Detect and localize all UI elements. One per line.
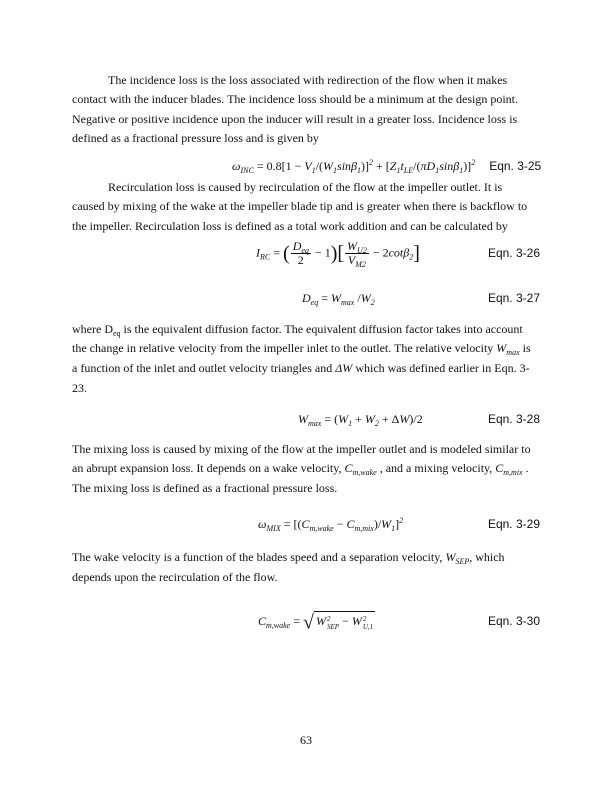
text: an abrupt expansion loss. It depends on a wake velocity, (72, 461, 345, 475)
equation-label: Eqn. 3-25 (489, 159, 542, 173)
page-number: 63 (300, 733, 312, 747)
equation-row (72, 238, 540, 268)
text: is (519, 341, 531, 355)
equation-label: Eqn. 3-30 (487, 614, 540, 628)
paragraph-line (72, 341, 531, 355)
equation-label: Eqn. 3-28 (487, 412, 540, 426)
paragraph-line: Negative or positive incidence upon the inducer will result in a greater loss. Incidence loss is (72, 112, 518, 126)
text: , and a mixing velocity, (376, 461, 496, 475)
math-subscript: m,mix (503, 468, 523, 477)
text: eq (112, 329, 121, 338)
text: . (522, 461, 529, 475)
text: which was defined earlier in Eqn. 3- (352, 361, 530, 375)
text: a function of the inlet and outlet velocity triangles and (72, 361, 336, 375)
paragraph-line: 23. (72, 381, 87, 395)
paragraph-line: caused by mixing of the wake at the impeller blade tip and is greater when there is backflow to (72, 199, 528, 213)
equation-3-25: $\omega_{INC} = 0.8[1 - V_1/(W_1\sin\beta_1)]^2 + [Z_1t_{LE}/(\pi D_1\sin\beta_1)]^2$ (232, 158, 476, 175)
equation-label: Eqn. 3-26 (487, 246, 540, 260)
equation-label: Eqn. 3-29 (487, 517, 540, 531)
equation-3-30: $C_{m,wake}$ = √ W 2 SEP − W 2 U,1 (258, 611, 374, 634)
math-symbol: ΔW (335, 361, 353, 375)
equation-row (72, 159, 540, 173)
text: , which (469, 550, 505, 564)
math-symbol: C (344, 461, 353, 475)
equation-label: Eqn. 3-27 (487, 291, 540, 305)
paragraph-line (72, 322, 523, 336)
paragraph-line: defined as a fractional pressure loss and is given by (72, 131, 319, 145)
paragraph-line: the impeller. Recirculation loss is defined as a total work addition and can be calculated by (72, 219, 508, 233)
paragraph-line (72, 361, 530, 375)
paragraph-line (72, 461, 529, 475)
math-symbol: C (495, 461, 504, 475)
paragraph-line: depends upon the recirculation of the flow. (72, 570, 278, 584)
equation-3-28: $W_{max} = (W_1 + W_2 + \Delta W)/2$ (298, 412, 423, 428)
paragraph-line (72, 550, 505, 564)
paragraph-line: The mixing loss is defined as a fractional pressure loss. (72, 481, 338, 495)
equation-row (72, 608, 540, 634)
equation-row (72, 514, 540, 534)
equation-3-26: $I_{RC}$ = ( $\frac{D_{eq}}{2}$ − 1)[ $\frac{W_{U2}}{V_{M2}}$ − 2cotβ$_2$] (256, 238, 420, 269)
text: The wake velocity is a function of the blades speed and a separation velocity, (72, 550, 446, 564)
math-symbol: W (496, 341, 507, 355)
text: the change in relative velocity from the impeller inlet to the outlet. The relative velocity (72, 341, 497, 355)
equation-3-27: $D_{eq} = W_{max}$ $/W_2$ (302, 291, 375, 307)
math-subscript: m,wake (352, 468, 377, 477)
text: where D (72, 322, 113, 336)
equation-3-29: $\omega_{MIX} = [(C_{m,wake} - C_{m,mix})/W_1]^2$ (258, 516, 404, 533)
equation-row (72, 412, 540, 426)
math-subscript: SEP (455, 557, 470, 566)
paragraph-line: contact with the inducer blades. The incidence loss should be a minimum at the design point. (72, 92, 519, 106)
math-subscript: max (506, 348, 520, 357)
paragraph-line: Recirculation loss is caused by recirculation of the flow at the impeller outlet. It is (108, 180, 503, 194)
paragraph-line: The mixing loss is caused by mixing of the flow at the impeller outlet and is modeled similar to (72, 442, 531, 456)
equation-row (72, 291, 540, 305)
paragraph-line: The incidence loss is the loss associated with redirection of the flow when it makes (108, 73, 508, 87)
math-symbol: W (445, 550, 456, 564)
text: is the equivalent diffusion factor. The equivalent diffusion factor takes into account (120, 322, 523, 336)
